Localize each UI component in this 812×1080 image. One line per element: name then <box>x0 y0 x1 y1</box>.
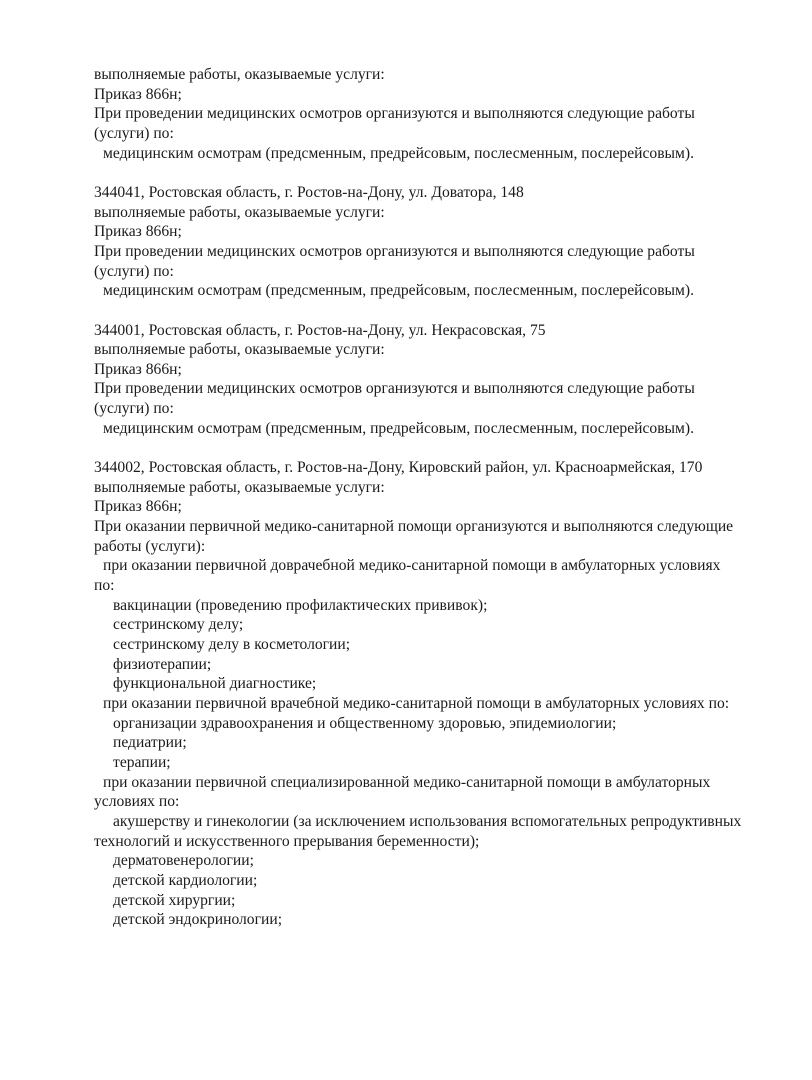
service-line: медицинским осмотрам (предсменным, предрейсовым, послесменным, послерейсовым). <box>103 419 694 437</box>
text-line: При проведении медицинских осмотров организуются и выполняются следующие работы <box>94 380 695 398</box>
service-line: детской хирургии; <box>113 891 236 909</box>
service-line: функциональной диагностике; <box>113 675 317 693</box>
order-line: Приказ 866н; <box>94 223 182 241</box>
label-line: выполняемые работы, оказываемые услуги: <box>94 341 385 359</box>
text-block-4 <box>94 458 798 930</box>
text-line: (услуги) по: <box>94 124 174 142</box>
order-line: Приказ 866н; <box>94 85 182 103</box>
text-block-1 <box>94 65 798 163</box>
text-line: по: <box>94 577 115 595</box>
text-line: (услуги) по: <box>94 262 174 280</box>
text-line: При проведении медицинских осмотров организуются и выполняются следующие работы <box>94 105 695 123</box>
service-line: терапии; <box>113 753 171 771</box>
service-line: вакцинации (проведению профилактических прививок); <box>113 596 488 614</box>
label-line: выполняемые работы, оказываемые услуги: <box>94 203 385 221</box>
category-line: при оказании первичной доврачебной медико-санитарной помощи в амбулаторных условиях <box>103 557 721 575</box>
service-line: детской кардиологии; <box>113 871 258 889</box>
service-line: детской эндокринологии; <box>113 911 283 929</box>
service-line: акушерству и гинекологии (за исключением использования вспомогательных репродуктивных <box>113 812 742 830</box>
text-line: (услуги) по: <box>94 400 174 418</box>
service-line: сестринскому делу в косметологии; <box>113 635 351 653</box>
text-block-2 <box>94 183 798 301</box>
label-line: выполняемые работы, оказываемые услуги: <box>94 66 385 83</box>
label-line: выполняемые работы, оказываемые услуги: <box>94 478 385 496</box>
address-line: 344041, Ростовская область, г. Ростов-на-Дону, ул. Доватора, 148 <box>94 183 524 201</box>
address-line: 344002, Ростовская область, г. Ростов-на-Дону, Кировский район, ул. Красноармейская, 170 <box>94 459 703 477</box>
service-line: дерматовенерологии; <box>113 852 254 870</box>
service-line: медицинским осмотрам (предсменным, предрейсовым, послесменным, послерейсовым). <box>103 282 694 300</box>
text-line: технологий и искусственного прерывания беременности); <box>94 832 480 850</box>
service-line: организации здравоохранения и общественному здоровью, эпидемиологии; <box>113 714 617 732</box>
category-line: при оказании первичной специализированной медико-санитарной помощи в амбулаторных <box>103 773 711 791</box>
document-body <box>94 65 798 930</box>
service-line: физиотерапии; <box>113 655 212 673</box>
service-line: медицинским осмотрам (предсменным, предрейсовым, послесменным, послерейсовым). <box>103 144 694 162</box>
service-line: сестринскому делу; <box>113 616 244 634</box>
text-line: условиях по: <box>94 793 180 811</box>
address-line: 344001, Ростовская область, г. Ростов-на-Дону, ул. Некрасовская, 75 <box>94 321 546 339</box>
order-line: Приказ 866н; <box>94 498 182 516</box>
text-line: При оказании первичной медико-санитарной помощи организуются и выполняются следующие <box>94 518 734 536</box>
text-block-3 <box>94 321 798 439</box>
text-line: работы (услуги): <box>94 537 206 555</box>
service-line: педиатрии; <box>113 734 187 752</box>
category-line: при оказании первичной врачебной медико-санитарной помощи в амбулаторных условиях по: <box>103 694 730 712</box>
order-line: Приказ 866н; <box>94 360 182 378</box>
text-line: При проведении медицинских осмотров организуются и выполняются следующие работы <box>94 242 695 260</box>
